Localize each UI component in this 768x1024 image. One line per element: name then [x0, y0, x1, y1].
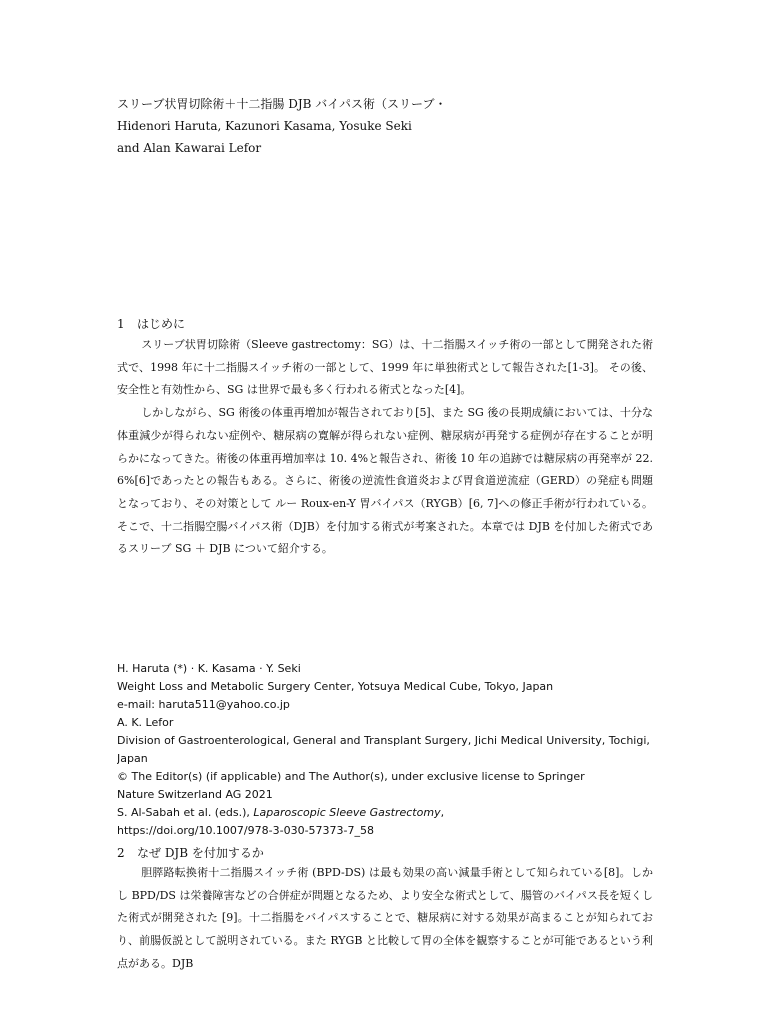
- footnote-citation: [117, 804, 653, 822]
- citation-editors: S. Al-Sabah et al. (eds.),: [117, 806, 254, 819]
- section-2-title: なぜ DJB を付加するか: [137, 846, 264, 860]
- section-1-heading: [117, 316, 653, 332]
- section-2-number: 2: [117, 846, 125, 860]
- section-2-body: [117, 862, 653, 976]
- section-2-paragraph-1: 胆膵路転換術十二指腸スイッチ術 (BPD-DS) は最も効果の高い減量手術として知られている[8]。しかし BPD/DS は栄養障害などの合併症が問題となるため、より安全な術式として、腸管のバイパス長を短くした術式が開発された [9]。十二指腸をバイパスすることで、糖尿病に対する効果が高まることが知られており、前腸仮説として説明されている。また RYGB と比較して胃の全体を観察することが可能であるという利点がある。DJB: [117, 866, 653, 970]
- section-1-title: はじめに: [137, 317, 186, 331]
- section-2-heading: [117, 845, 653, 861]
- footnote-doi: https://doi.org/10.1007/978-3-030-57373-7_58: [117, 824, 374, 837]
- section-1-body: [117, 334, 653, 561]
- author-affiliation-footnote: [117, 660, 653, 840]
- author-list-line-2: and Alan Kawarai Lefor: [117, 141, 262, 155]
- chapter-title: スリーブ状胃切除術＋十二指腸 DJB バイパス術（スリーブ・: [117, 97, 447, 111]
- footnote-copyright: © The Editor(s) (if applicable) and The Author(s), under exclusive license to Springer: [117, 770, 585, 783]
- footnote-email: e-mail: haruta511@yahoo.co.jp: [117, 698, 290, 711]
- document-page: [117, 0, 653, 1024]
- author-list-line-1: Hidenori Haruta, Kazunori Kasama, Yosuke Seki: [117, 119, 412, 133]
- title-block: [117, 93, 653, 159]
- citation-comma: ,: [440, 806, 445, 819]
- section-1-paragraph-2: しかしながら、SG 術後の体重再増加が報告されており[5]、また SG 後の長期成績においては、十分な体重減少が得られない症例や、糖尿病の寛解が得られない症例、糖尿病が再発する症例が存在することが明らかになってきた。術後の体重再増加率は 10. 4%と報告され、術後 10 年の追跡では糖尿病の再発率が 22.6%[6]であったとの報告もある。さらに、術後の逆流性食道炎および胃食道逆流症（GERD）の発症も問題となっており、その対策として ルー Roux-en-Y 胃バイパス（RYGB）[6, 7]への修正手術が行われている。そこで、十二指腸空腸バイパス術（DJB）を付加する術式が考案された。本章では DJB を付加した術式であるスリーブ SG ＋ DJB について紹介する。: [117, 406, 653, 556]
- section-1-paragraph-1: スリーブ状胃切除術（Sleeve gastrectomy：SG）は、十二指腸スイッチ術の一部として開発された術式で、1998 年に十二指腸スイッチ術の一部として、1999 年に単独術式として報告された[1-3]。 その後、安全性と有効性から、SG は世界で最も多く行われる術式となった[4]。: [117, 338, 653, 397]
- footnote-affiliation-2: Division of Gastroenterological, General and Transplant Surgery, Jichi Medical University, Tochigi, Japan: [117, 734, 650, 765]
- section-1-number: 1: [117, 317, 125, 331]
- footnote-affiliation-1: Weight Loss and Metabolic Surgery Center, Yotsuya Medical Cube, Tokyo, Japan: [117, 680, 554, 693]
- citation-book-title: Laparoscopic Sleeve Gastrectomy: [253, 806, 441, 819]
- footnote-publisher: Nature Switzerland AG 2021: [117, 788, 273, 801]
- footnote-author-2: A. K. Lefor: [117, 716, 174, 729]
- footnote-authors: H. Haruta (*) · K. Kasama · Y. Seki: [117, 662, 301, 675]
